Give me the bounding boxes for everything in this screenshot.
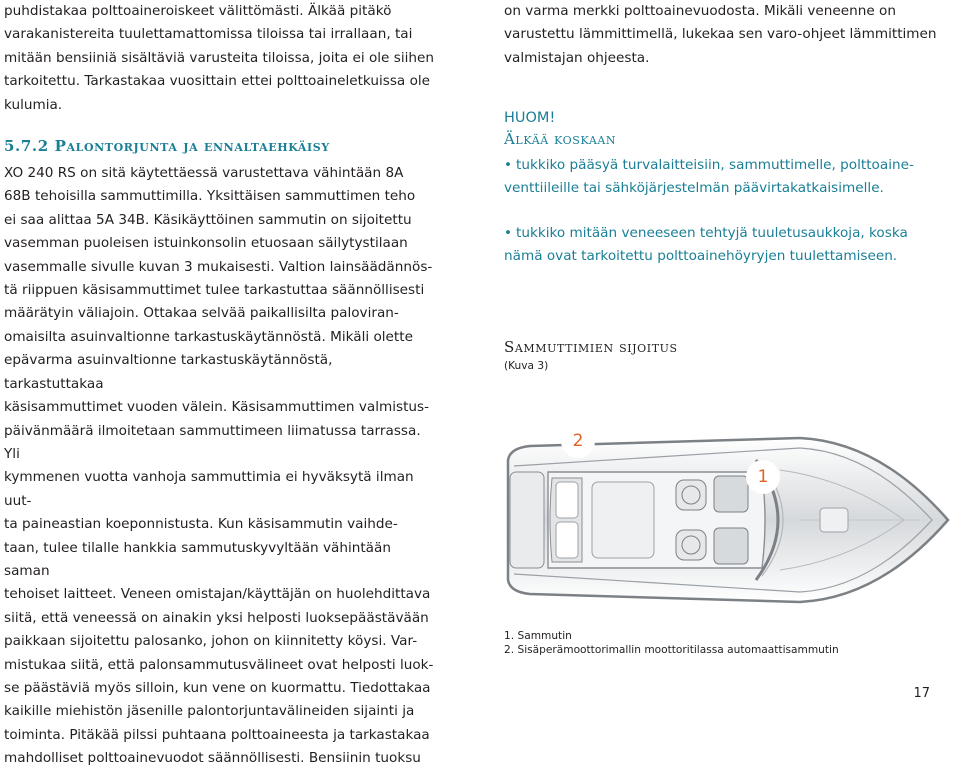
text-line: taan, tulee tilalle hankkia sammutuskyvyltään vähintään saman — [4, 539, 391, 579]
bullet-text: tukkiko pääsyä turvalaitteisiin, sammuttimelle, polttoaine- — [516, 157, 914, 174]
text-line: epävarma asuinvaltionne tarkastuskäytännöstä, tarkastuttakaa — [4, 352, 333, 392]
text-line: 68B tehoisilla sammuttimilla. Yksittäisen sammuttimen teho — [4, 188, 416, 205]
text-line: mitään bensiiniä sisältäviä varusteita tiloissa, joita ei ole siihen — [4, 49, 434, 66]
page-number: 17 — [913, 686, 930, 701]
warning-bullet — [504, 154, 944, 200]
section-number: 5.7.2 — [4, 137, 49, 156]
text-line: kulumia. — [4, 96, 63, 113]
figure-reference: (Kuva 3) — [504, 360, 549, 373]
bullet-text: nämä ovat tarkoitettu polttoainehöyryjen tuulettamiseen. — [504, 247, 898, 264]
intro-paragraph — [504, 0, 944, 70]
section-heading — [4, 137, 436, 155]
text-line: se päästäviä myös silloin, kun vene on kuormattu. Tiedottakaa — [4, 679, 431, 696]
warning-bullet — [504, 222, 944, 268]
text-line: kymmenen vuotta vanhoja sammuttimia ei hyväksytä ilman uut- — [4, 469, 414, 509]
bullet-line — [504, 177, 944, 200]
body-paragraph — [4, 162, 436, 771]
text-line: tä riippuen käsisammuttimet tulee tarkastuttaa säännöllisesti — [4, 282, 425, 299]
bullet-text: venttiileille tai sähköjärjestelmän päävirtakatkaisimelle. — [504, 180, 884, 197]
text-line: omaisilta asuinvaltionne tarkastuskäytännöstä. Mikäli olette — [4, 328, 413, 345]
text-line: varustettu lämmittimellä, lukekaa sen varo-ohjeet lämmittimen — [504, 26, 937, 43]
intro-paragraph — [4, 0, 436, 117]
text-line: käsisammuttimet vuoden välein. Käsisammuttimen valmistus- — [4, 399, 430, 416]
text-line: varakanistereita tuulettamattomissa tiloissa tai irrallaan, tai — [4, 26, 413, 43]
callout-2: 2 — [561, 424, 595, 458]
figure-title: Sammuttimien sijoitus — [504, 338, 678, 357]
text-line: tehoiset laitteet. Veneen omistajan/käyttäjän on huolehdittava — [4, 586, 431, 603]
text-line: mahdolliset polttoainevuodot säännöllisesti. Bensiinin tuoksu — [4, 750, 421, 767]
bullet-line — [504, 154, 944, 177]
bullet-text: tukkiko mitään veneeseen tehtyjä tuuletusaukkoja, koska — [516, 224, 908, 241]
text-line: on varma merkki polttoainevuodosta. Mikäli veneenne on — [504, 3, 896, 19]
warning-title: Älkää koskaan — [504, 130, 617, 149]
text-line: ta paineastian koeponnistusta. Kun käsisammutin vaihde- — [4, 516, 398, 533]
text-line: tarkoitettu. Tarkastakaa vuosittain ettei polttoaineletkuissa ole — [4, 73, 431, 90]
text-line: XO 240 RS on sitä käytettäessä varustettava vähintään 8A — [4, 165, 404, 182]
text-line: valmistajan ohjeesta. — [504, 49, 650, 66]
text-line: päivänmäärä ilmoitetaan sammuttimeen liimatussa tarrassa. Yli — [4, 422, 421, 462]
text-line: vasemmalle sivulle kuvan 3 mukaisesti. Valtion lainsäädännös- — [4, 258, 433, 275]
text-line: kaikille miehistön jäsenille palontorjuntavälineiden sijainti ja — [4, 703, 415, 720]
text-line: siitä, että veneessä on ainakin yksi helposti luoksepäästävään — [4, 609, 429, 626]
figure-captions — [504, 630, 839, 657]
text-line: vasemman puoleisen istuinkonsolin etuosaan säilytystilaan — [4, 235, 408, 252]
caption-line: 1. Sammutin — [504, 630, 572, 642]
section-title: Palontorjunta ja ennaltaehkäisy — [54, 137, 330, 156]
text-line: toiminta. Pitäkää pilssi puhtaana polttoaineesta ja tarkastakaa — [4, 726, 430, 743]
bullet-line — [504, 245, 944, 268]
text-line: määrätyin väliajoin. Ottakaa selvää paikallisilta paloviran- — [4, 305, 399, 322]
callout-1: 1 — [746, 460, 780, 494]
caption-line: 2. Sisäperämoottorimallin moottoritilassa automaattisammutin — [504, 643, 839, 656]
bullet-line — [504, 222, 944, 245]
bullet-dot-icon: • — [504, 157, 513, 174]
right-column — [504, 0, 944, 374]
warning-box — [504, 108, 944, 267]
warning-label: HUOM! — [504, 110, 556, 127]
text-line: mistukaa siitä, että palonsammutusvälineet ovat helposti luok- — [4, 656, 434, 673]
text-line: paikkaan sijoitettu palosanko, johon on kiinnitetty köysi. Var- — [4, 633, 418, 650]
text-line: puhdistakaa polttoaineroiskeet välittömästi. Älkää pitäkö — [4, 3, 392, 19]
left-column — [4, 0, 436, 771]
text-line: ei saa alittaa 5A 34B. Käsikäyttöinen sammutin on sijoitettu — [4, 211, 412, 228]
bullet-dot-icon: • — [504, 224, 513, 241]
